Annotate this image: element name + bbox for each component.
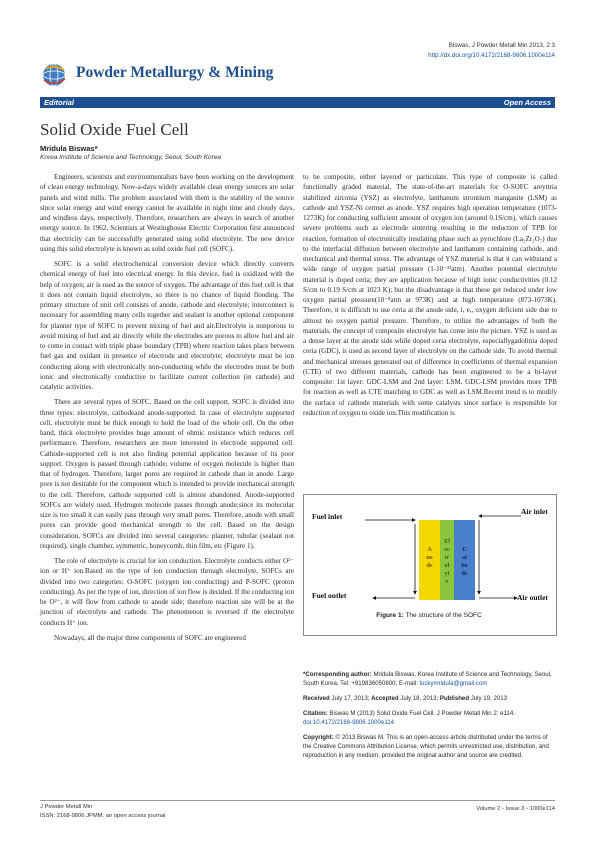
electrolyte-text: El ec tr ol yt e [444,539,450,585]
journal-title: Powder Metallurgy & Mining [76,64,274,81]
open-access-label: Open Access [503,98,551,107]
header-citation-block [428,41,555,61]
copyright-note: Copyright: © 2013 Biswas M. This is an open-access article distributed under the terms of the Creative Commons Attribution License, which permits unrestricted use, distribution, and reproduction in any medium, provided the original author and source are credited. [303,734,549,759]
section-label: Editorial [44,98,75,107]
author-name: Mridula Biswas* [40,144,98,153]
author-email-link[interactable]: luckymridula@gmail.com [419,680,488,687]
paragraph: Engineers, scientists and environmentalists have been working on the development of clean energy technology. Now-a-days widely available clean energy sources are solar panels and wind mills. The problem associated with them is the stability of the source since solar energy and wind energy cannot be available in night time and cloudy days, and windless days, respectively. Therefore, researchers are always in search of another energy source. In 1962, Scientists at Westinghouse Electric Corporation first announced that electricity can be successfully generated using solid electrolyte. The new device using this solid electrolyte is known as solid oxide fuel cell (SOFC). [40,173,294,253]
header-doi-link[interactable]: http://dx.doi.org/10.4172/2168-9806.1000e114 [428,52,555,59]
paragraph: SOFC is a solid electrochemical conversion device which directly converts chemical energy of fuel into electrical energy. In this device, fuel is oxidized with the help of oxygen; air is used as the source of oxygen. The advantage of this fuel cell is that it does not contain liquid electrolyte, so there is no chance of liquid flooding. The primary structure of unit cell consists of anode, cathode and electrolyte; interconnect is necessary for assembling many cells together and sealant is another optional component for planner type of SOFC to prevent mixing of fuel and air.Electrolyte is nonporous to avoid mixing of fuel and air directly while the electrodes are porous to allow fuel and air to come in contact with triple phase boundary (TPB) where reaction takes place between fuel gas and oxidant in presence of electrode and electrolyte; electrolyte must be ion conducting along with electronically non-conducting while the electrodes must be both ionic and electronically conductive to facilitate current collection (in cathode) and catalytic activities. [40,260,294,391]
paragraph: Nowadays, all the major three components of SOFC are engineered [54,633,246,642]
article-notes [303,670,555,766]
fuel-outlet-label: Fuel outlet [312,591,347,600]
footer-rule [40,800,555,801]
fuel-inlet-label: Fuel inlet [312,512,343,521]
section-band [40,97,555,108]
footer-journal-info: J Powder Metall Min ISSN: 2168-9806 JPMM, an open access journal [40,804,166,819]
paragraph: The role of electrolyte is crucial for ion conduction. Electrolyte conducts either O²⁻ ion or H⁺ ion.Based on the type of ion conduction through electrolyte, SOFCs are divided into two categories: O-SOFC (oxygen ion conducting) and P-SOFC (proton conducting). As per the type of ion, direction of ion flow is decided. If the conducting ion be O²⁻, it will flow from cathode to anode side; therefore reaction site will be at the junction of electrolyte and cathode. The phenomenon is reversed if the electrolyte conducts H⁺ ion. [40,557,294,627]
air-outlet-label: Air outlet [517,593,548,602]
globe-logo-icon [40,60,70,88]
header-citation: Biswas, J Powder Metall Min 2013, 2:3 [448,42,555,49]
citation-note: Citation: Biswas M (2013) Solid Oxide Fuel Cell. J Powder Metall Min 2: e114. doi:10.4172/2168-9806.1000e114 [303,710,515,726]
caption-label: Figure 1: [376,612,404,619]
anode-text: A no de [426,547,433,569]
body-left-column [40,172,294,648]
corresponding-author-note: *Corresponding author: Mridula Biswas, Korea Institute of Science and Technology, Seoul, South Korea, Tel: +919836050800; E-mail: luckymridula@gmail.com [303,671,552,687]
caption-text: The structure of the SOFC [405,612,482,619]
cathode-text: C at ho de [461,547,468,577]
body-right-column [303,172,557,423]
author-affiliation: Korea Institute of Science and Technology, Seoul, South Korea [40,154,222,161]
paragraph: There are several types of SOFC. Based on the cell support, SOFC is divided into three types: electrolyte, cathodeand anode-supported. In case of electrolyte supported cell, electrolyte must be thick enough to hold the load of the whole cell. On the other hand, thick electrolyte provides huge amount of ohmic resistance which reduces cell performance. Therefore, researchers are more interested in electrode supported cell. Cathode-supported cell is not also finding potential application because of its poor support. Oxygen is passed through cathode; volume of oxygen molecule is higher than that of hydrogen. Therefore, larger pores are required in cathode than in anode. Large pore is not desirable for the component which is intended to provide mechanical strength to the cell. Therefore, cathode supported cell is almost abandoned. Anode-supported SOFCs are widely used. Hydrogen molecule passes through anode;since its molecular size is too small it can easily pass through very small pores. Therefore, anode with small pores can provide good mechanical strength to the cell. Based on the design consideration, SOFCs are divided into several categories: planner, tubular (sealant not required), single chamber, symmetric, honeycomb, thin film, etc (Figure 1). [40,398,294,550]
paragraph: to be composite, either layered or particulate. This type of composite is called functionally graded material. The state-of-the-art materials for O-SOFC areyttria stabilized zirconia (YSZ) as electrolyte, lanthanum strontium manganite (LSM) as cathode and YSZ-Ni cermet as anode. YSZ requires high operation temperature (1073-1273K) for conducting sufficient amount of oxygen ion (around 0.1S/cm), which causes severe problems such as electrode sintering resulting in the reduction of TPB for reaction, formation of electronically insulating phase such as pyrochlore (La₂Zr₂O₇) due to the interfacial diffusion between electrolyte and lanthanum containing cathode, and mechanical and thermal stress. The advantage of YSZ material is that it can withstand a wide range of oxygen partial pressure (1-10⁻²²atm). Another potential electrolyte material is doped ceria; they are application because of high ionic conductivities (0.12 S/cm to 0.19 S/cm at 1023 K); but the disadvantage is that these get reduced under low oxygen partial pressure(10⁻⁸atm at 973K) and at high temperature (873-1073K). Therefore, it is difficult to use ceria at the anode side, i, e,, oxygen deficient side due to almost no oxygen partial pressure. Therefore, to utilize the advantages of both the materials, the concept of composite electrolyte has come into the picture. YSZ is used as a dense layer at the anode side while doped ceria electrolyte, especiallygadolinia doped ceria (GDC), is used as second layer of electrolyte on the cathode side. To avoid thermal and mechanical stresses generated out of difference in coefficients of thermal expansion (CTE) of two different materials, cathode has been engineered to be a bi-layer composite: 1st layer: GDC-LSM and 2nd layer: LSM. GDC-LSM provides more TPB for reaction as well as CTE matching to GDC as well as LSM.Recent trend is to modify the surface of cathode materials with some catalysts since surface is responsible for reduction of oxygen to oxide ion.This modification is [303,173,557,417]
figure-caption [303,612,555,619]
footer-volume-info: Volume 2 • Issue 3 • 1000e114 [476,806,555,812]
article-title: Solid Oxide Fuel Cell [40,120,189,139]
citation-doi-link[interactable]: 10.4172/2168-9806.1000e114 [312,719,395,726]
air-inlet-label: Air inlet [521,507,548,516]
dates-note: Received July 17, 2013; Accepted July 18, 2013; Published July 19, 2013 [303,695,508,702]
